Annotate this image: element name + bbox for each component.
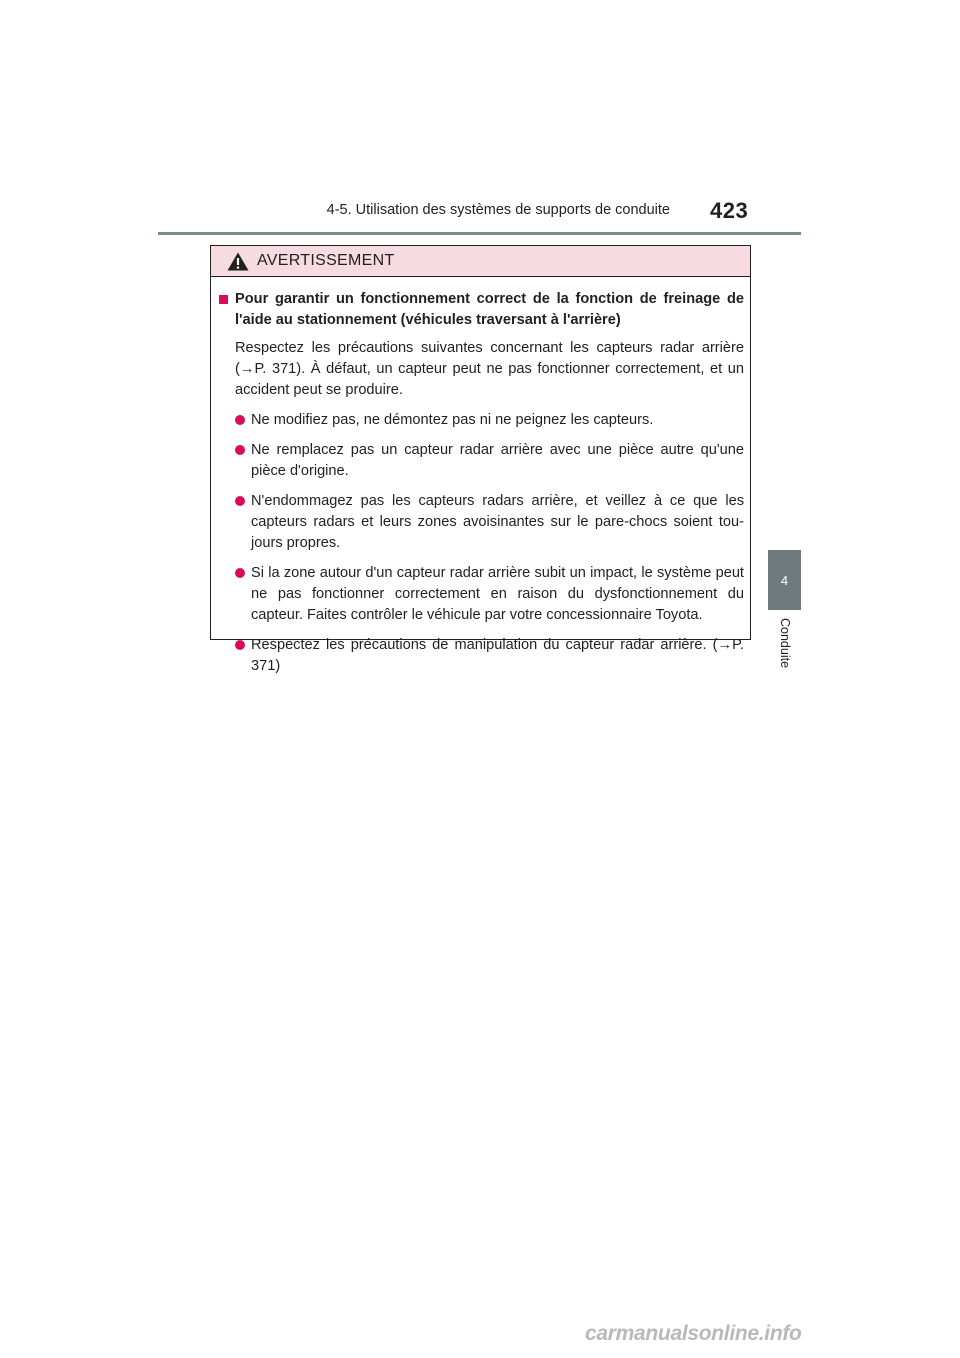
chapter-label: Conduite bbox=[778, 618, 792, 669]
list-item bbox=[219, 440, 744, 482]
list-item bbox=[219, 491, 744, 554]
warning-triangle-icon bbox=[227, 252, 249, 271]
round-bullet-icon bbox=[235, 445, 245, 455]
header-divider bbox=[158, 232, 801, 235]
round-bullet-icon bbox=[235, 640, 245, 650]
list-item bbox=[219, 410, 744, 431]
warning-header bbox=[211, 246, 750, 277]
watermark-logo: carmanualsonline.info bbox=[585, 1322, 802, 1345]
list-item bbox=[219, 635, 744, 677]
warning-heading-text: Pour garantir un fonctionnement correct de la fonction de freinage de l'aide au stationnement (véhicules traversant à l'arrière) bbox=[235, 291, 744, 328]
list-item-text: N'endommagez pas les capteurs radars arrière, et veillez à ce que les capteurs radars et leurs zones avoisinantes sur le pare-chocs soient tou-jours propres. bbox=[251, 493, 744, 551]
warning-intro: Respectez les précautions suivantes concernant les capteurs radar arrière (→P. 371). À défaut, un capteur peut ne pas fonctionner correctement, et un accident peut se produire. bbox=[235, 340, 744, 398]
round-bullet-icon bbox=[235, 568, 245, 578]
section-title: 4-5. Utilisation des systèmes de supports de conduite bbox=[326, 202, 670, 218]
list-item-text: Ne modifiez pas, ne démontez pas ni ne peignez les capteurs. bbox=[251, 412, 654, 428]
list-item bbox=[219, 563, 744, 626]
square-bullet-icon bbox=[219, 295, 228, 304]
warning-box bbox=[210, 245, 751, 674]
list-item-text: Respectez les précautions de manipulation du capteur radar arrière. (→P. 371) bbox=[251, 637, 744, 674]
chapter-label-container bbox=[770, 618, 800, 678]
list-item-text: Si la zone autour d'un capteur radar arrière subit un impact, le système peut ne pas fonctionner correctement en raison du dysfonctionnement du capteur. Faites contrôler le véhicule par votre concessionnaire Toyota. bbox=[251, 565, 744, 623]
warning-label: AVERTISSEMENT bbox=[257, 252, 395, 269]
round-bullet-icon bbox=[235, 496, 245, 506]
chapter-tab bbox=[768, 550, 801, 610]
warning-heading bbox=[219, 289, 744, 331]
page-number: 423 bbox=[710, 198, 749, 223]
list-item-text: Ne remplacez pas un capteur radar arrière avec une pièce autre qu'une pièce d'origine. bbox=[251, 442, 744, 479]
chapter-number: 4 bbox=[780, 572, 789, 588]
warning-body bbox=[211, 277, 750, 677]
round-bullet-icon bbox=[235, 415, 245, 425]
